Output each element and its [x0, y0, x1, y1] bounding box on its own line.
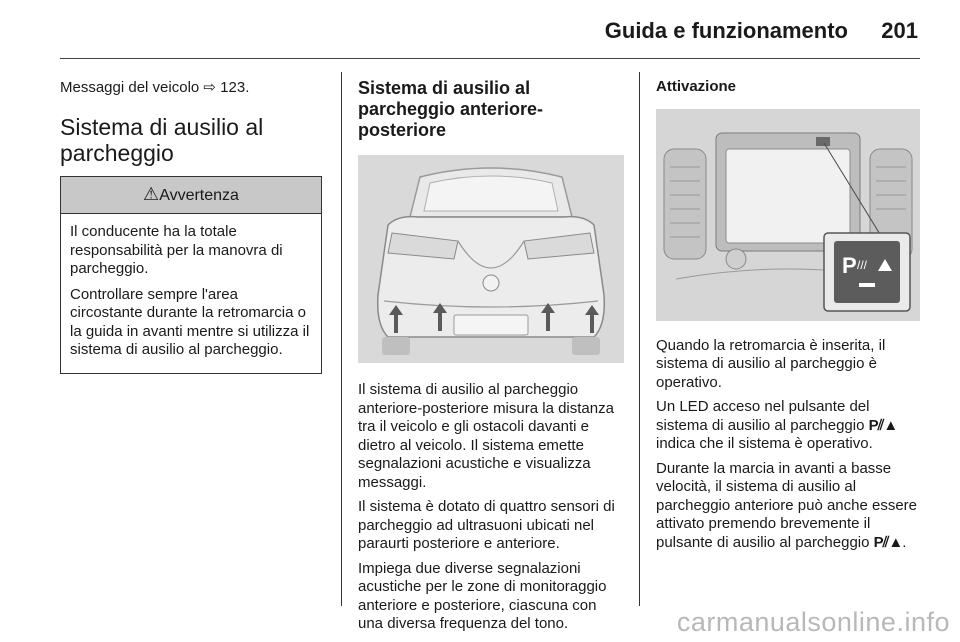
- warning-header: [61, 177, 321, 215]
- column-divider: [639, 72, 640, 606]
- section-heading: Sistema di ausilio al parcheggio anteriore-posteriore: [358, 78, 544, 140]
- warning-paragraph: Controllare sempre l'area circostante durante la retromarcia o la guida in avanti mentre si utilizza il sistema di ausilio al parcheggio.: [70, 285, 310, 358]
- reference-page[interactable]: 123.: [220, 79, 250, 96]
- dashboard-button-illustration: [656, 109, 920, 321]
- cross-reference: [60, 79, 322, 98]
- warning-body: [61, 214, 321, 373]
- header-divider: [60, 58, 920, 59]
- subsection-heading: Attivazione: [656, 78, 737, 95]
- column-divider: [341, 72, 342, 606]
- body-paragraph: Un LED acceso nel pulsante del sistema di ausilio al parcheggio P⫽▲ indica che il sistema è operativo.: [656, 398, 898, 452]
- car-rear-sensors-illustration: [358, 155, 624, 363]
- warning-triangle-icon: ⚠: [143, 183, 160, 204]
- svg-text:P: P: [842, 252, 857, 278]
- warning-title: Avvertenza: [159, 186, 239, 204]
- svg-text:///: ///: [857, 257, 868, 272]
- body-paragraph: Quando la retromarcia è inserita, il sistema di ausilio al parcheggio è operativo.: [656, 336, 886, 391]
- column-2: [358, 72, 624, 640]
- watermark: carmanualsonline.info: [676, 607, 950, 637]
- reference-arrow-icon: ⇨: [203, 79, 216, 96]
- warning-paragraph: Il conducente ha la totale responsabilità per la manovra di parcheggio.: [70, 223, 283, 277]
- park-assist-icon: P⫽▲: [873, 533, 903, 551]
- column-1: [60, 72, 322, 374]
- section-heading: Sistema di ausilio al parcheggio: [60, 113, 264, 166]
- body-paragraph: Il sistema di ausilio al parcheggio anteriore-posteriore misura la distanza tra il veicolo e gli ostacoli davanti e dietro al veicolo. Il sistema emette segnalazioni acustiche e visualizza messaggi.: [358, 381, 614, 491]
- body-paragraph: Durante la marcia in avanti a basse velocità, il sistema di ausilio al parcheggio anteriore può anche essere attivato premendo brevemente il pulsante di ausilio al parcheggio P⫽▲.: [656, 459, 918, 551]
- body-paragraph: Il sistema è dotato di quattro sensori di parcheggio ad ultrasuoni ubicati nel paraurti posteriore e anteriore.: [358, 498, 615, 552]
- column-3: [656, 72, 922, 558]
- reference-text: Messaggi del veicolo: [60, 79, 200, 96]
- car-rear-svg: [358, 155, 624, 363]
- dashboard-svg: [656, 109, 920, 321]
- header-title: Guida e funzionamento: [604, 18, 848, 43]
- park-assist-icon: P⫽▲: [868, 416, 898, 434]
- page-number: 201: [881, 18, 918, 43]
- body-paragraph: Impiega due diverse segnalazioni acustiche per le zone di monitoraggio anteriore e posteriore, ciascuna con una diversa frequenza del tono.: [358, 559, 607, 632]
- warning-box: [60, 176, 322, 374]
